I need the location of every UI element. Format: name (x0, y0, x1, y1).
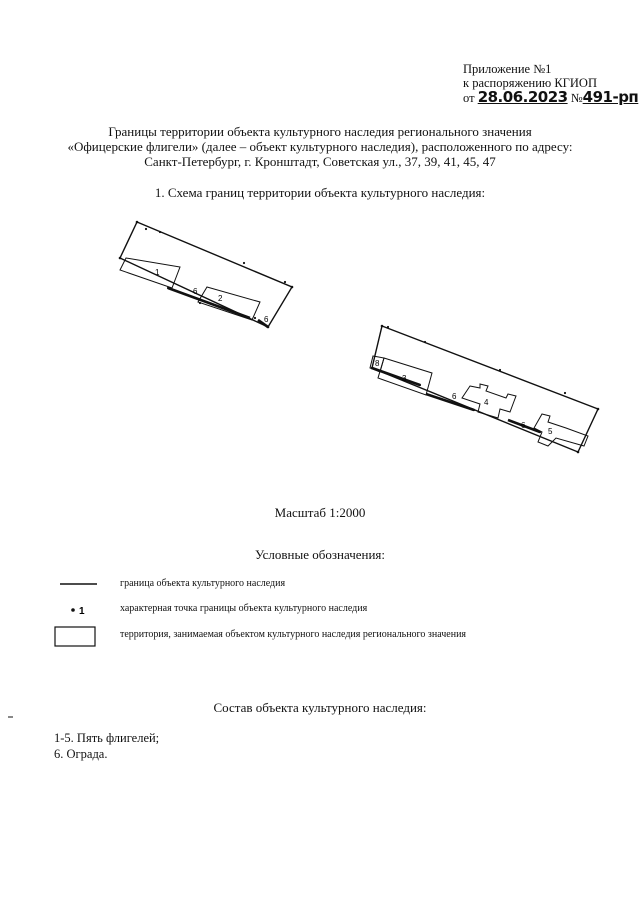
fence-lower-mid (426, 394, 474, 410)
appendix-number: 491-рп (582, 88, 639, 106)
legend-rect-symbol (55, 627, 95, 646)
legend-point-label: 1 (79, 606, 85, 617)
label-building-1: 1 (155, 268, 160, 277)
boundary-lower (372, 326, 598, 452)
territory-upper (119, 221, 294, 329)
legend-text-point: характерная точка границы объекта культурного наследия (120, 603, 368, 614)
composition-title: Состав объекта культурного наследия: (213, 700, 427, 715)
legend-text-line: граница объекта культурного наследия (120, 578, 286, 589)
label-building-3: 3 (402, 374, 407, 383)
label-fence-a: 6 (193, 287, 198, 296)
appendix-line2: к распоряжению КГИОП (463, 76, 597, 90)
appendix-prefix: от (463, 91, 475, 105)
label-fence-d: 6 (521, 421, 526, 430)
legend-text-rect: территория, занимаемая объектом культурного наследия регионального значения (120, 629, 467, 640)
label-building-4: 4 (484, 398, 489, 407)
label-fence-c: 6 (452, 392, 457, 401)
boundary-points-upper (119, 221, 294, 329)
composition-item: 6. Ограда. (54, 747, 108, 761)
boundary-points-lower (371, 325, 600, 454)
legend-title: Условные обозначения: (254, 547, 386, 562)
legend-point-symbol (71, 608, 75, 612)
boundary-upper (120, 222, 292, 327)
title-line2: «Офицерские флигели» (далее – объект культурного наследия), расположенного по адресу: (67, 139, 573, 154)
fence-lower-left (372, 368, 420, 385)
label-fence-b: 6 (264, 315, 269, 324)
appendix-date: 28.06.2023 (477, 88, 568, 106)
title-line1: Границы территории объекта культурного наследия регионального значения (108, 124, 532, 139)
territory-lower (370, 325, 599, 454)
title-line3: Санкт-Петербург, г. Кронштадт, Советская ул., 37, 39, 41, 45, 47 (144, 154, 496, 169)
appendix-line1: Приложение №1 (463, 62, 552, 76)
fence-upper (168, 288, 250, 318)
composition-item: 1-5. Пять флигелей; (54, 731, 160, 745)
scale-label: Масштаб 1:2000 (274, 505, 366, 520)
building-4-outline (462, 384, 516, 418)
label-building-8: 8 (375, 359, 380, 368)
label-building-5: 5 (548, 427, 553, 436)
building-5-outline (534, 414, 588, 446)
appendix-no-sign: № (570, 91, 583, 105)
section-heading-scheme: 1. Схема границ территории объекта культурного наследия: (154, 185, 486, 200)
label-building-2: 2 (218, 294, 223, 303)
